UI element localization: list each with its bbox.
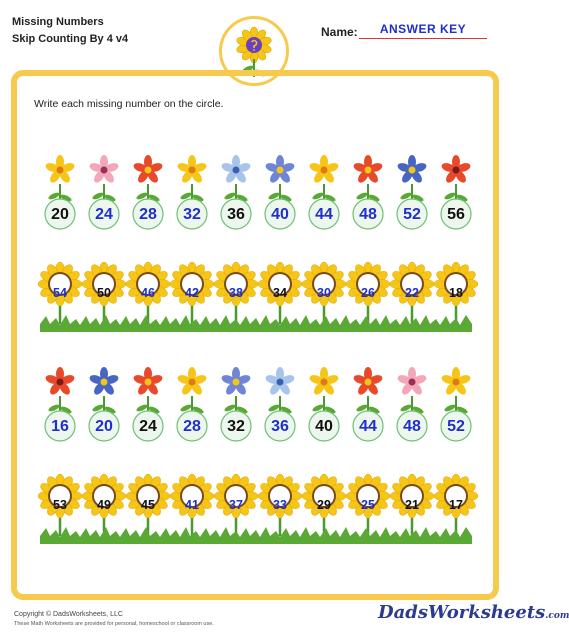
number-circle [37,470,83,560]
number-text: 49 [97,498,111,512]
usage-note: These Math Worksheets are provided for personal, homeschool or classroom use. [14,621,214,627]
brand-suffix: .com [545,611,569,621]
number-text: 50 [97,286,111,300]
number-circle [125,258,171,348]
number-circle [345,258,391,348]
copyright-text: Copyright © DadsWorksheets, LLC [14,611,123,618]
number-circle [213,148,259,238]
number-circle [345,470,391,560]
number-circle [81,470,127,560]
number-text: 26 [361,286,375,300]
number-text: 48 [359,206,377,223]
worksheet-subtitle: Skip Counting By 4 v4 [12,33,129,45]
instruction-text: Write each missing number on the circle. [34,98,224,110]
number-circle [81,360,127,450]
number-text: 22 [405,286,419,300]
grass-strip [40,526,472,544]
number-text: 29 [317,498,331,512]
number-circle [37,258,83,348]
number-circle [213,360,259,450]
number-circle [257,258,303,348]
number-text: 44 [359,418,377,435]
number-text: 54 [53,286,67,300]
number-circle [345,360,391,450]
number-circle [433,470,479,560]
number-text: 16 [51,418,69,435]
answer-key-label: ANSWER KEY [379,22,467,36]
number-text: 36 [227,206,245,223]
name-label: Name: [321,25,358,39]
number-text: 45 [141,498,155,512]
number-circle [433,360,479,450]
name-line [359,38,487,39]
number-text: 37 [229,498,243,512]
number-circle [125,470,171,560]
number-circle [125,360,171,450]
number-text: 38 [229,286,243,300]
number-circle [389,258,435,348]
number-text: 28 [183,418,201,435]
number-circle [345,148,391,238]
number-circle [301,258,347,348]
number-circle [81,258,127,348]
number-text: 48 [403,418,421,435]
number-circle [389,148,435,238]
number-circle [81,148,127,238]
number-circle [301,470,347,560]
worksheet-title: Missing Numbers [12,16,104,28]
sunflower-row-2 [0,258,512,348]
number-text: 52 [447,418,465,435]
number-text: 25 [361,498,375,512]
number-circle [169,470,215,560]
number-text: 52 [403,206,421,223]
number-text: 46 [141,286,155,300]
number-circle [37,148,83,238]
number-text: 30 [317,286,331,300]
number-text: 56 [447,206,465,223]
number-text: 44 [315,206,333,223]
number-circle [213,258,259,348]
sunflower-row-4 [0,470,512,560]
number-circle [389,470,435,560]
number-circle [433,148,479,238]
number-circle [169,148,215,238]
number-circle [257,148,303,238]
number-circle [433,258,479,348]
number-text: 53 [53,498,67,512]
number-text: 32 [227,418,245,435]
number-text: 20 [95,418,113,435]
number-text: 28 [139,206,157,223]
grass-strip [40,314,472,332]
number-circle [389,360,435,450]
flower-row-1 [0,148,512,238]
number-text: 40 [271,206,289,223]
brand-logo [378,602,569,623]
number-circle [37,360,83,450]
number-text: 17 [449,498,463,512]
number-text: 34 [273,286,287,300]
number-circle [301,360,347,450]
brand-name: DadsWorksheets [378,602,546,623]
number-text: 32 [183,206,201,223]
number-circle [169,258,215,348]
number-circle [257,360,303,450]
number-circle [213,470,259,560]
number-text: 18 [449,286,463,300]
number-text: 36 [271,418,289,435]
number-text: 21 [405,498,419,512]
number-circle [257,470,303,560]
number-text: 33 [273,498,287,512]
number-text: 40 [315,418,333,435]
number-circle [125,148,171,238]
flower-row-3 [0,360,512,450]
number-circle [169,360,215,450]
number-text: 24 [139,418,157,435]
number-circle [301,148,347,238]
number-text: 41 [185,498,199,512]
number-text: 20 [51,206,69,223]
number-text: 24 [95,206,113,223]
number-text: 42 [185,286,199,300]
